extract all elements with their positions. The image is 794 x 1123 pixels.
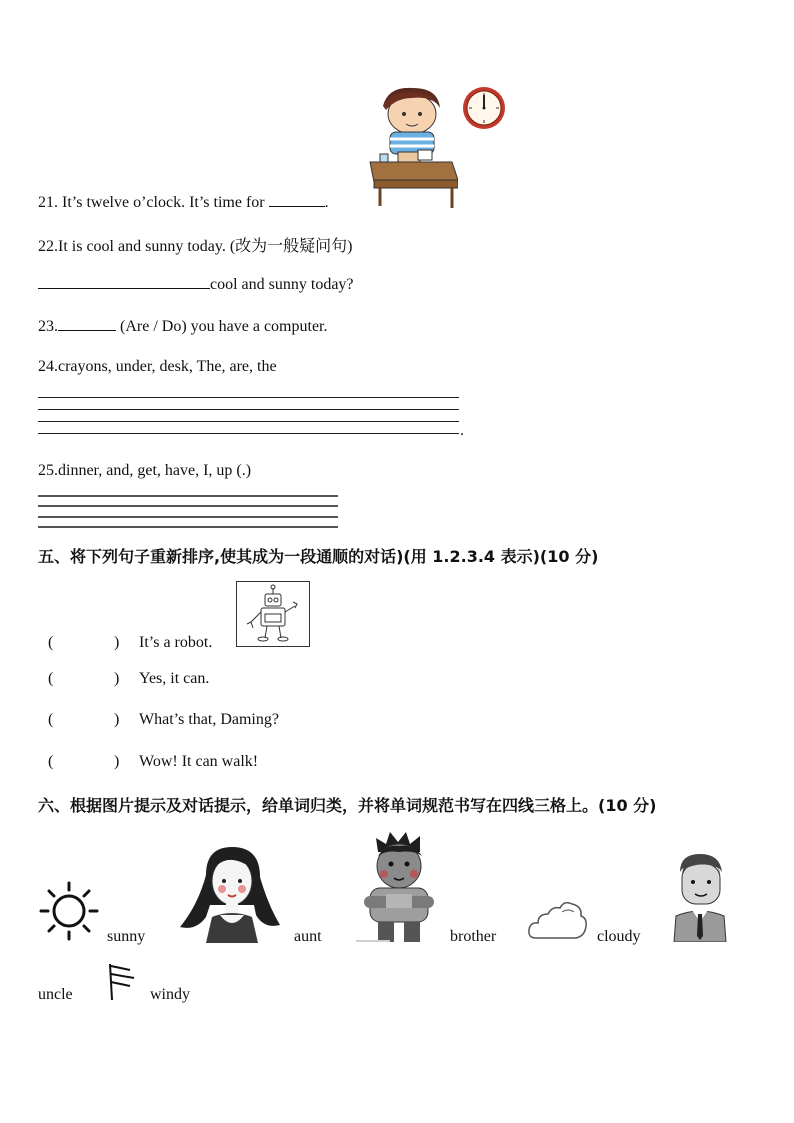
order-item-3 — [44, 711, 444, 731]
answer-blank[interactable] — [38, 274, 210, 289]
word-aunt: aunt — [294, 928, 322, 945]
word-brother: brother — [450, 928, 497, 945]
word-uncle: uncle — [38, 986, 73, 1003]
word-windy: windy — [150, 986, 190, 1003]
dialogue-line: Wow! It can walk! — [139, 753, 259, 770]
answer-paren-open[interactable]: ( — [48, 753, 54, 770]
answer-paren-close: ) — [114, 711, 120, 728]
section-6-heading: 六、根据图片提示及对话提示，给单词归类，并将单词规范书写在四线三格上。(10 分) — [38, 796, 657, 815]
answer-tail-text: cool and sunny today? — [210, 276, 354, 293]
question-21-text: 21. It’s twelve o’clock. It’s time for — [38, 194, 269, 211]
dialogue-line: It’s a robot. — [139, 634, 213, 651]
answer-blank[interactable] — [58, 316, 116, 331]
question-23 — [38, 316, 327, 336]
question-22-answer — [38, 274, 354, 294]
writing-line — [38, 516, 338, 518]
answer-paren-open[interactable]: ( — [48, 711, 54, 728]
writing-line — [38, 526, 338, 528]
writing-line — [38, 409, 459, 410]
question-22: 22.It is cool and sunny today. (改为一般疑问句) — [38, 238, 353, 255]
answer-paren-open[interactable]: ( — [48, 634, 54, 651]
writing-line — [38, 421, 459, 422]
cloud-icon — [526, 896, 588, 944]
answer-paren-open[interactable]: ( — [48, 670, 54, 687]
man-icon — [670, 850, 730, 942]
answer-blank[interactable] — [269, 192, 325, 207]
order-item-4 — [44, 753, 444, 773]
dialogue-line: Yes, it can. — [139, 670, 210, 687]
order-item-2 — [44, 670, 444, 690]
word-cloudy: cloudy — [597, 928, 641, 945]
flag-icon — [104, 960, 140, 1002]
sun-icon — [38, 880, 100, 942]
writing-line — [38, 495, 338, 497]
line-end-period: . — [460, 422, 464, 439]
order-item-1 — [44, 634, 444, 654]
period: . — [324, 194, 329, 211]
section-5-heading: 五、将下列句子重新排序,使其成为一段通顺的对话)(用 1.2.3.4 表示)(10 分) — [38, 547, 599, 566]
question-23-text: (Are / Do) you have a computer. — [116, 318, 328, 335]
question-21 — [38, 192, 329, 212]
boy-icon — [356, 830, 442, 944]
question-24: 24.crayons, under, desk, The, are, the — [38, 358, 277, 375]
answer-paren-close: ) — [114, 753, 120, 770]
answer-paren-close: ) — [114, 670, 120, 687]
writing-line — [38, 505, 338, 507]
writing-line — [38, 397, 459, 398]
question-number: 23. — [38, 318, 58, 335]
answer-paren-close: ) — [114, 634, 120, 651]
woman-icon — [176, 845, 286, 943]
word-sunny: sunny — [107, 928, 146, 945]
question-25: 25.dinner, and, get, have, I, up (.) — [38, 462, 252, 479]
clock-icon — [461, 85, 507, 131]
boy-eating-illustration — [368, 84, 458, 210]
dialogue-line: What’s that, Daming? — [139, 711, 279, 728]
writing-line — [38, 433, 459, 434]
